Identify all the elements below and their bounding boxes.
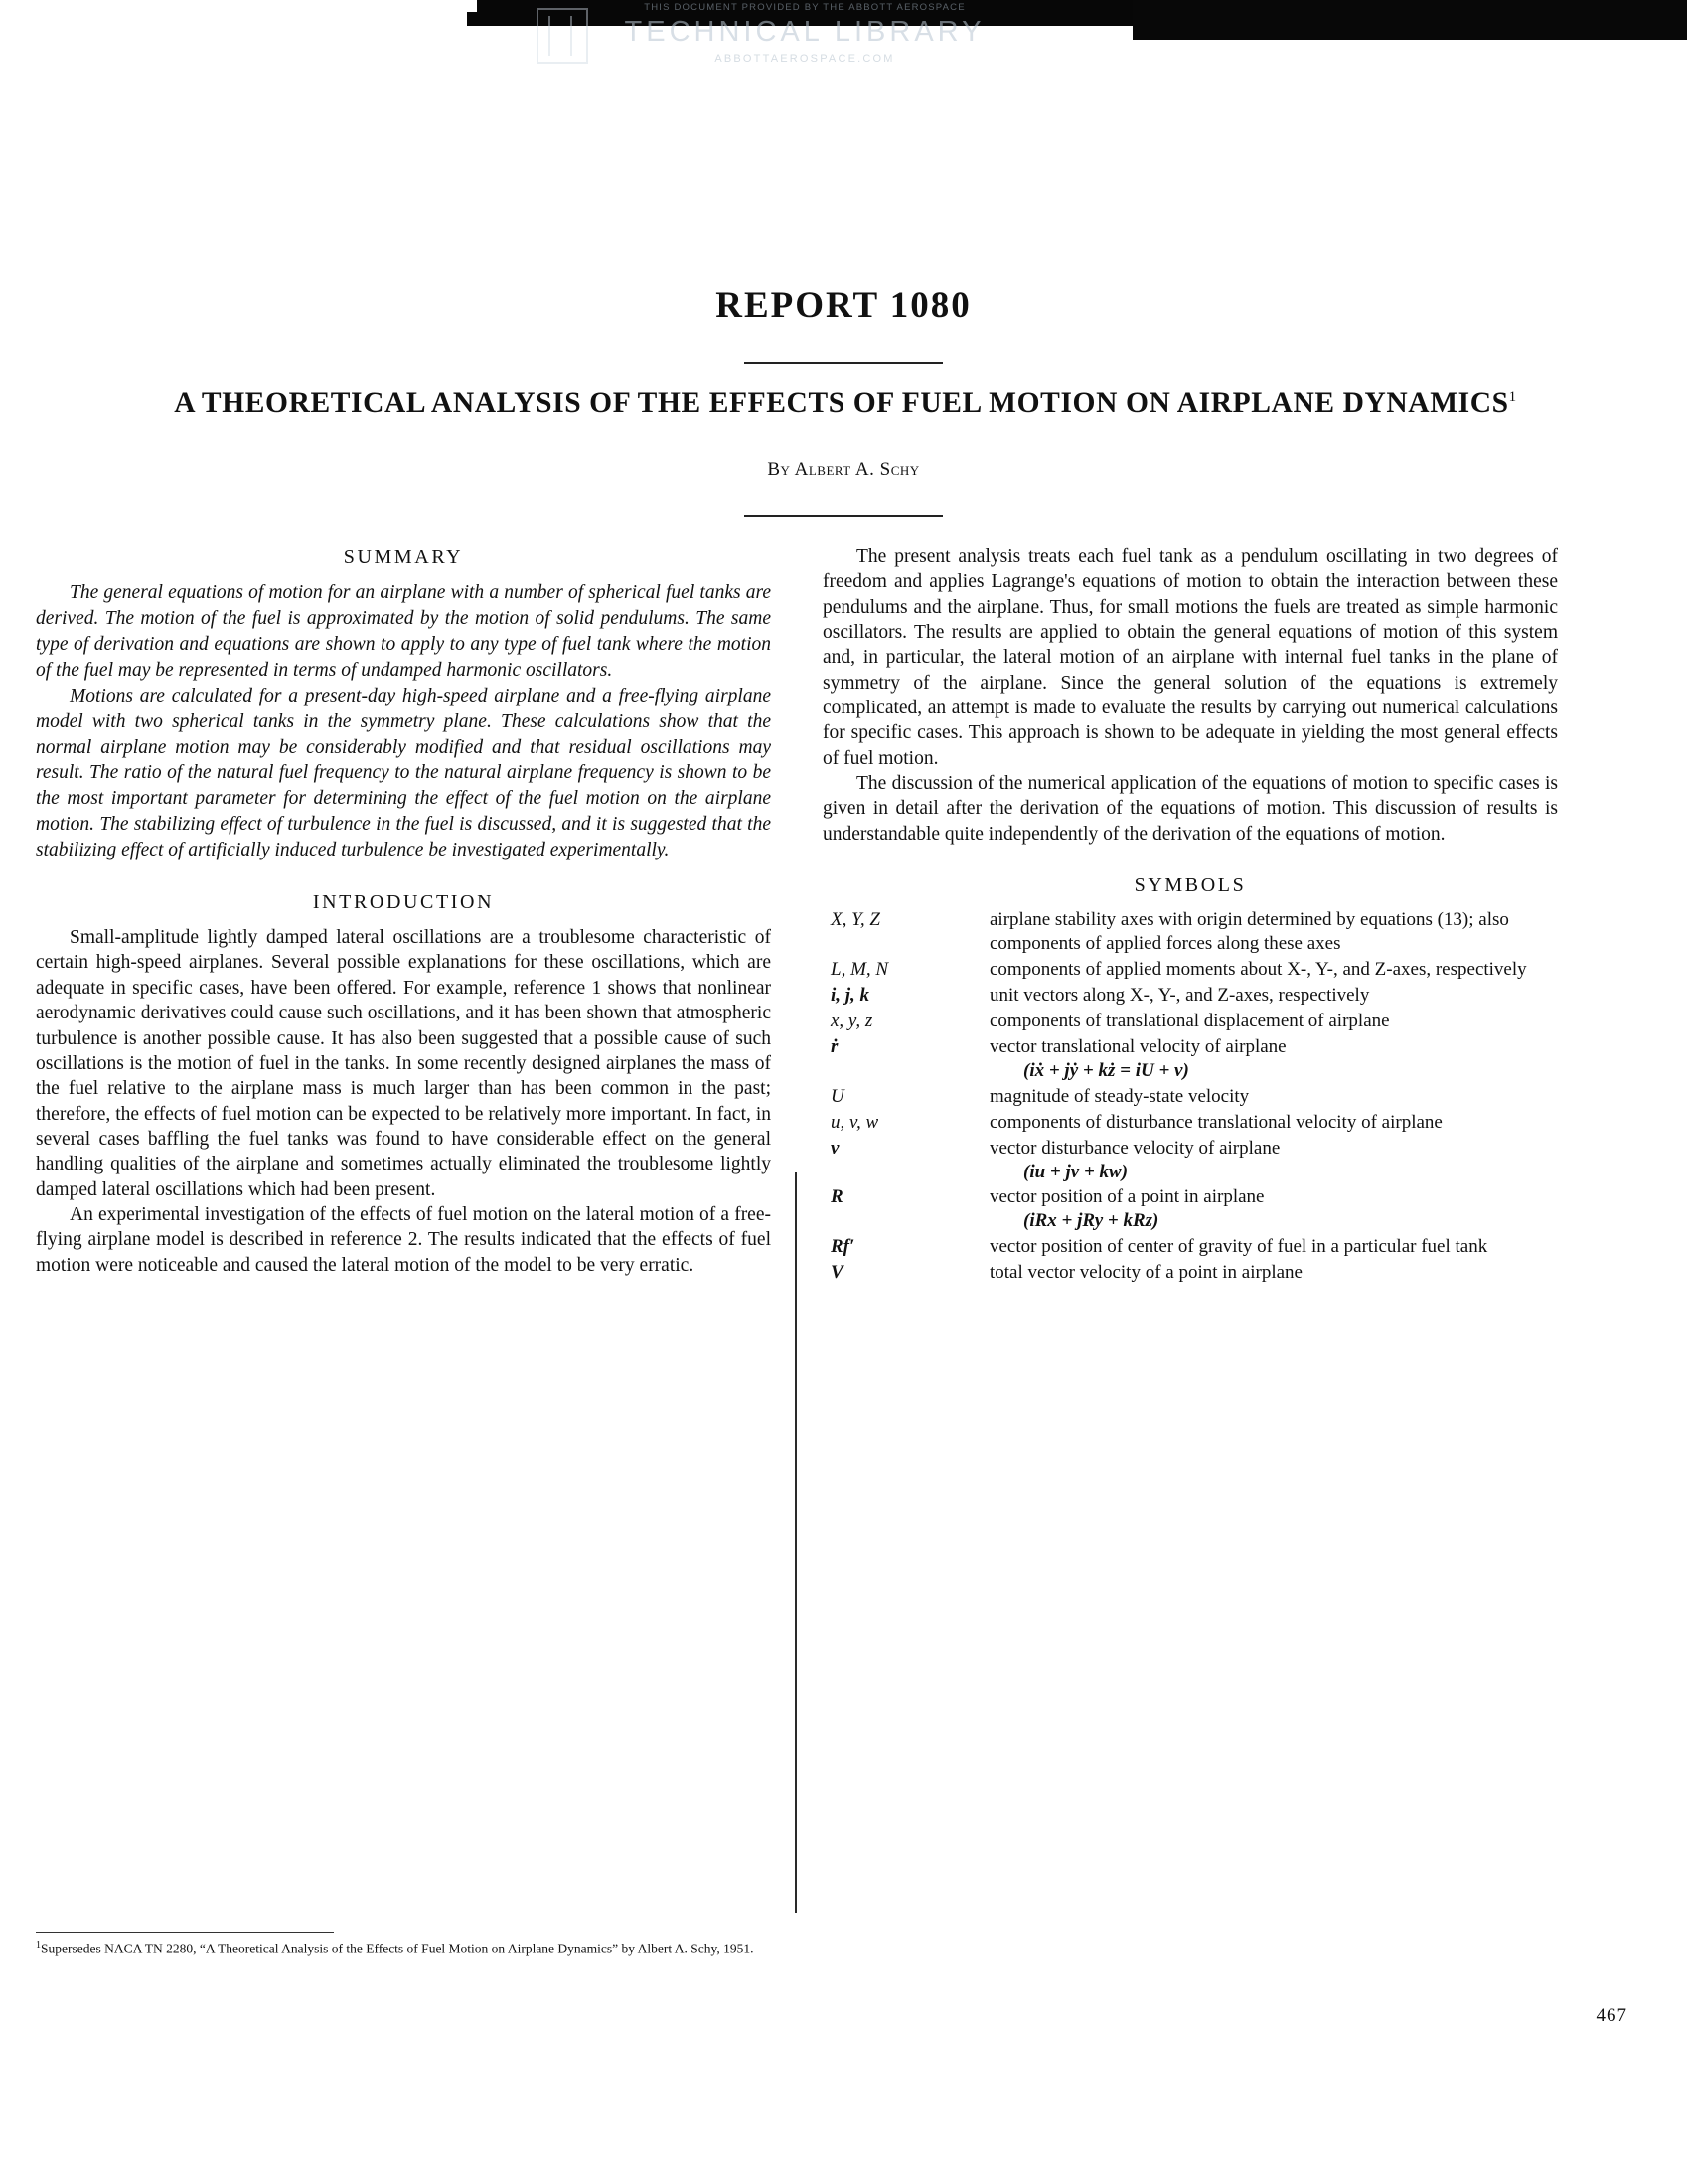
column-divider <box>795 1172 797 1913</box>
symbol-key: x, y, z <box>831 1010 873 1031</box>
symbol-row <box>823 1261 1558 1285</box>
symbol-definition-text: vector position of a point in airplane <box>990 1186 1265 1208</box>
symbol-row <box>823 958 1558 982</box>
summary-paragraph-1: The general equations of motion for an airplane with a number of spherical fuel tanks are derived. The motion of the fuel is approximated by the motion of solid pendulums. The same type of derivation and equations are shown to apply to any type of fuel tank where the motion of the fuel may be represented in terms of undamped harmonic oscillators. <box>36 582 771 681</box>
symbol-row <box>823 1185 1558 1233</box>
page-number: 467 <box>1596 2005 1627 2026</box>
title-rule-bottom <box>744 515 943 517</box>
symbol-key: L, M, N <box>831 959 889 980</box>
symbol-row <box>823 1085 1558 1109</box>
title-footnote-marker: 1 <box>1508 390 1517 406</box>
summary-heading: SUMMARY <box>343 546 464 568</box>
symbol-row <box>823 908 1558 956</box>
symbol-row <box>823 1137 1558 1184</box>
symbols-list <box>823 908 1558 1285</box>
symbol-definition: vector position of center of gravity of fuel in a particular fuel tank <box>990 1236 1488 1258</box>
symbol-definition <box>990 1185 1558 1233</box>
symbol-row <box>823 1035 1558 1083</box>
footnote-text: Supersedes NACA TN 2280, “A Theoretical Analysis of the Effects of Fuel Motion on Airplane Dynamics” by Albert A. Schy, 1951. <box>41 1941 754 1956</box>
symbol-row <box>823 1010 1558 1033</box>
watermark <box>556 2 1053 65</box>
symbol-definition: unit vectors along X-, Y-, and Z-axes, respectively <box>990 984 1370 1006</box>
analysis-paragraph-1: The present analysis treats each fuel tank as a pendulum oscillating in two degrees of freedom and applies Lagrange's equations of motion to obtain the interaction between these pendulums and the airplane. Thus, for small motions the fuels are treated as simple harmonic oscillators. The results are applied to obtain the general equations of motion of this system and, in particular, the lateral motion of an airplane with internal fuel tanks in the plane of symmetry of the airplane. Since the general solution of the equations is extremely complicated, an attempt is made to evaluate the results by carrying out numerical calculations for specific cases. This approach is shown to be adequate in yielding the most general effects of fuel motion. <box>823 546 1558 769</box>
left-column <box>36 545 771 1278</box>
symbol-definition: components of applied moments about X-, Y-, and Z-axes, respectively <box>990 959 1527 980</box>
symbol-definition <box>990 1035 1558 1083</box>
symbol-key: Rf′ <box>831 1236 855 1258</box>
watermark-domain: ABBOTTAEROSPACE.COM <box>714 53 895 65</box>
introduction-paragraph-2: An experimental investigation of the effects of fuel motion on the lateral motion of a free-flying airplane model is described in reference 2. The results indicated that the effects of fuel motion were noticeable and caused the lateral motion of the model to be very erratic. <box>36 1203 771 1276</box>
footnote <box>36 1940 1218 1957</box>
scan-artifact-top-left <box>0 0 477 12</box>
page-title <box>36 388 1655 420</box>
paper-title-text: A THEORETICAL ANALYSIS OF THE EFFECTS OF FUEL MOTION ON AIRPLANE DYNAMICS <box>174 388 1509 419</box>
symbol-key: ṙ <box>831 1035 839 1057</box>
symbol-key: v <box>831 1137 840 1159</box>
symbol-definition-text: vector translational velocity of airplane <box>990 1035 1287 1057</box>
symbol-key: u, v, w <box>831 1111 879 1133</box>
watermark-logo-icon <box>537 8 588 64</box>
symbol-row <box>823 1111 1558 1135</box>
footnote-rule <box>36 1932 334 1933</box>
symbol-definition-equation: (iẋ + jẏ + kż = iU + v) <box>1023 1059 1189 1081</box>
symbols-heading: SYMBOLS <box>1134 874 1247 897</box>
scan-artifact-top-bar-right <box>1133 0 1687 40</box>
symbol-definition <box>990 1137 1558 1184</box>
right-column <box>823 545 1558 1287</box>
watermark-provided-by-text: THIS DOCUMENT PROVIDED BY THE ABBOTT AEROSPACE <box>644 2 966 13</box>
symbol-key: U <box>831 1085 844 1107</box>
symbol-key: i, j, k <box>831 984 870 1006</box>
title-rule-top <box>744 362 943 364</box>
watermark-title: TECHNICAL LIBRARY <box>624 16 986 48</box>
summary-body <box>36 580 771 863</box>
byline: By Albert A. Schy <box>767 459 920 480</box>
symbol-definition-text: vector disturbance velocity of airplane <box>990 1137 1281 1159</box>
report-number: REPORT 1080 <box>715 285 972 326</box>
analysis-paragraph-2: The discussion of the numerical application of the equations of motion to specific cases is given in detail after the derivation of the equations of motion. This discussion of results is understandable quite independently of the derivation of the equations of motion. <box>823 773 1558 845</box>
symbol-key: R <box>831 1186 844 1208</box>
symbol-definition: components of translational displacement of airplane <box>990 1010 1390 1031</box>
symbol-row <box>823 984 1558 1008</box>
symbol-definition-equation: (iu + jv + kw) <box>1023 1161 1129 1182</box>
symbol-definition-equation: (iRx + jRy + kRz) <box>1023 1210 1159 1232</box>
introduction-heading: INTRODUCTION <box>312 891 495 914</box>
symbol-key: V <box>831 1262 844 1284</box>
footnote-marker: 1 <box>36 1940 41 1950</box>
symbol-row <box>823 1235 1558 1259</box>
summary-paragraph-2: Motions are calculated for a present-day high-speed airplane and a free-flying airplane model with two spherical tanks in the symmetry plane. These calculations show that the normal airplane motion may be considerably modified and that residual oscillations may result. The ratio of the natural fuel frequency to the natural airplane frequency is shown to be the most important parameter for determining the effect of the fuel motion on the airplane motion. The stabilizing effect of turbulence in the fuel is discussed, and it is suggested that the stabilizing effect of artificially induced turbulence be investigated experimentally. <box>36 685 771 861</box>
symbol-definition: components of disturbance translational velocity of airplane <box>990 1111 1443 1133</box>
symbol-definition: airplane stability axes with origin determined by equations (13); also components of applied forces along these axes <box>990 909 1509 955</box>
introduction-paragraph-1: Small-amplitude lightly damped lateral oscillations are a troublesome characteristic of certain high-speed airplanes. Several possible explanations for these oscillations, which are adequate in specific cases, have been offered. For example, reference 1 shows that nonlinear aerodynamic derivatives could cause such oscillations, and it has been shown that atmospheric turbulence is another possible cause. It has also been suggested that a possible cause of such oscillations is the motion of fuel in the tanks. In some recently designed airplanes the mass of the fuel relative to the airplane mass is much larger than has been common in the past; therefore, the effects of fuel motion can be expected to be relatively more important. In fact, in several cases baffling the fuel tanks was found to have considerable effect on the general handling qualities of the airplane and sometimes actually eliminated the troublesome lightly damped lateral oscillations which had been present. <box>36 927 771 1200</box>
symbol-definition: magnitude of steady-state velocity <box>990 1085 1250 1107</box>
symbol-key: X, Y, Z <box>831 909 880 931</box>
symbol-definition: total vector velocity of a point in airplane <box>990 1262 1303 1284</box>
